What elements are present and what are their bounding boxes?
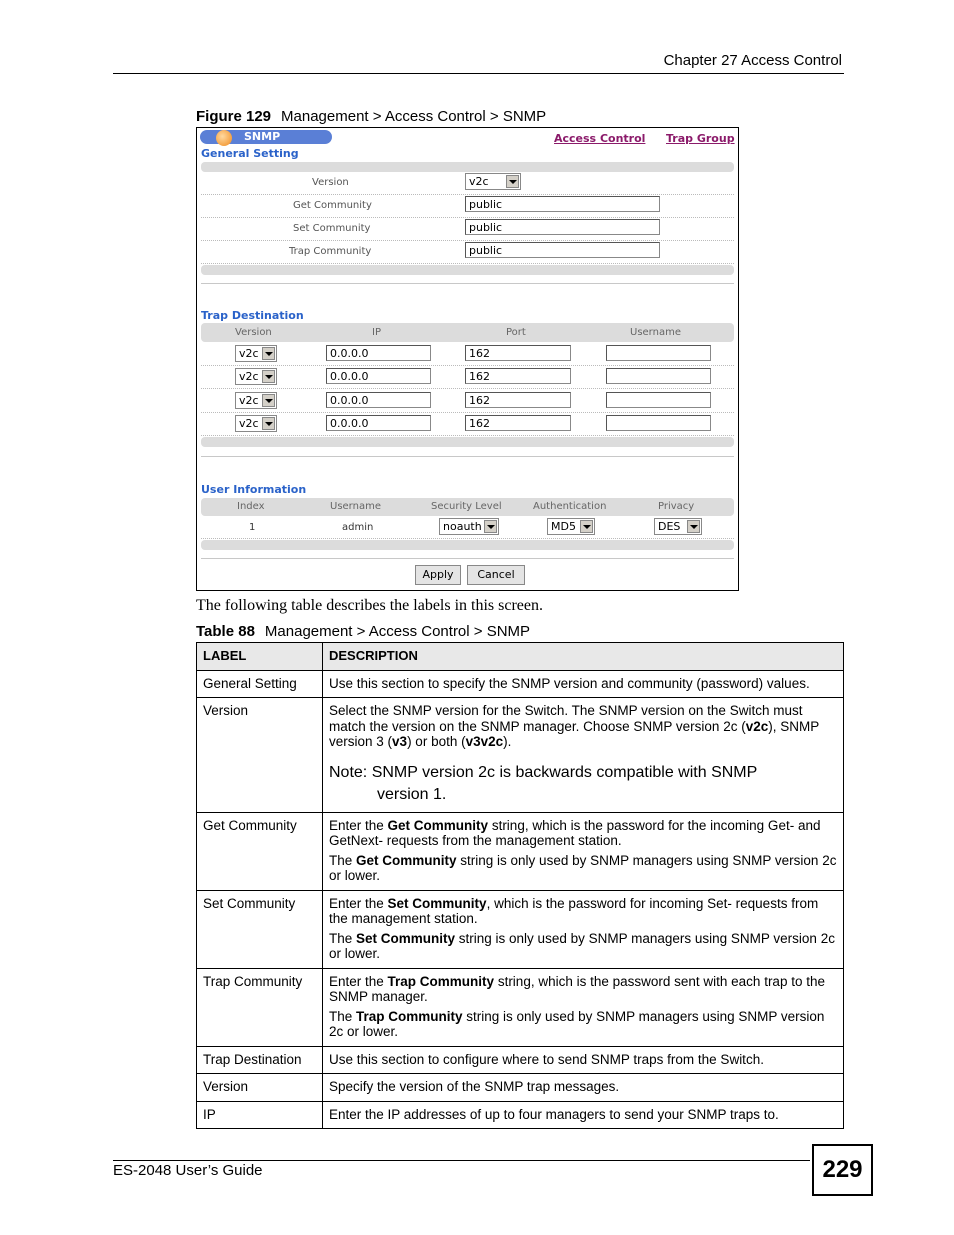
chevron-down-icon — [506, 175, 519, 188]
cancel-button[interactable]: Cancel — [467, 565, 525, 585]
col-ip: IP — [372, 327, 381, 338]
user-index: 1 — [249, 522, 256, 533]
set-community-input[interactable]: public — [465, 219, 660, 235]
authentication-select[interactable]: MD5 — [547, 518, 595, 535]
snmp-screenshot — [196, 127, 739, 591]
row-divider — [201, 435, 734, 436]
row-divider — [201, 263, 734, 264]
apply-button[interactable]: Apply — [415, 565, 461, 585]
footer-guide: ES-2048 User’s Guide — [113, 1162, 263, 1179]
table-row: Version Specify the version of the SNMP trap messages. — [197, 1074, 844, 1102]
snmp-tab: SNMP — [200, 130, 332, 144]
row-divider — [201, 388, 734, 389]
chevron-down-icon — [262, 394, 275, 407]
row-divider — [201, 538, 734, 539]
section-rule — [201, 558, 734, 559]
table-row: General Setting Use this section to specify the SNMP version and community (password) values. — [197, 670, 844, 698]
trap-destination-title: Trap Destination — [201, 309, 304, 322]
chevron-down-icon — [687, 520, 700, 533]
table-row: Trap Destination Use this section to configure where to send SNMP traps from the Switch. — [197, 1046, 844, 1074]
chevron-down-icon — [262, 417, 275, 430]
header-rule — [113, 73, 844, 74]
col-privacy: Privacy — [658, 501, 695, 512]
footer-rule — [113, 1160, 810, 1161]
trap-port-input[interactable]: 162 — [465, 368, 571, 384]
trap-version-select[interactable]: v2c — [235, 345, 277, 362]
trap-ip-input[interactable]: 0.0.0.0 — [326, 392, 431, 408]
trap-port-input[interactable]: 162 — [465, 415, 571, 431]
figure-caption: Figure 129 Management > Access Control > SNMP — [196, 108, 547, 125]
general-setting-title: General Setting — [201, 147, 299, 160]
security-level-select[interactable]: noauth — [439, 518, 499, 535]
table-row: Trap Community Enter the Trap Community string, which is the password sent with each trap to the SNMP manager. The Trap Community string is only used by SNMP managers using SNMP version 2c or lower. — [197, 968, 844, 1046]
trap-username-input[interactable] — [606, 392, 711, 408]
trap-community-label: Trap Community — [289, 246, 372, 257]
col-port: Port — [506, 327, 526, 338]
table-header-row — [197, 643, 844, 671]
trap-port-input[interactable]: 162 — [465, 392, 571, 408]
trap-ip-input[interactable]: 0.0.0.0 — [326, 415, 431, 431]
row-divider — [201, 412, 734, 413]
col-username: Username — [630, 327, 681, 338]
section-rule — [201, 283, 734, 284]
user-name: admin — [342, 522, 374, 533]
row-divider — [201, 217, 734, 218]
trap-version-select[interactable]: v2c — [235, 392, 277, 409]
label-header: LABEL — [197, 643, 323, 671]
table-row: Set Community Enter the Set Community, which is the password for incoming Set- requests from the management station. The Set Community string is only used by SNMP managers using SNMP version 2c or lower. — [197, 890, 844, 968]
row-divider — [201, 194, 734, 195]
set-community-label: Set Community — [293, 223, 371, 234]
chevron-down-icon — [580, 520, 593, 533]
trap-ip-input[interactable]: 0.0.0.0 — [326, 368, 431, 384]
row-divider — [201, 240, 734, 241]
privacy-select[interactable]: DES — [654, 518, 702, 535]
version-label: Version — [312, 177, 349, 188]
chevron-down-icon — [262, 347, 275, 360]
table-row: Get Community Enter the Get Community string, which is the password for the incoming Get- and GetNext- requests from the management station. The Get Community string is only used by SNMP managers using SNMP version 2c or lower. — [197, 812, 844, 890]
section-bar — [201, 437, 734, 447]
trap-version-select[interactable]: v2c — [235, 368, 277, 385]
trap-ip-input[interactable]: 0.0.0.0 — [326, 345, 431, 361]
row-divider — [201, 365, 734, 366]
trap-username-input[interactable] — [606, 415, 711, 431]
version-select[interactable]: v2c — [465, 173, 521, 190]
chevron-down-icon — [262, 370, 275, 383]
trap-community-input[interactable]: public — [465, 242, 660, 258]
col-security: Security Level — [431, 501, 502, 512]
intro-paragraph: The following table describes the labels in this screen. — [196, 597, 544, 614]
section-bar — [201, 162, 734, 172]
section-bar — [201, 540, 734, 550]
get-community-input[interactable]: public — [465, 196, 660, 212]
orb-icon — [216, 130, 232, 146]
user-information-title: User Information — [201, 483, 307, 496]
col-version: Version — [235, 327, 272, 338]
col-auth: Authentication — [533, 501, 607, 512]
get-community-label: Get Community — [293, 200, 372, 211]
col-user: Username — [330, 501, 381, 512]
trap-group-link[interactable]: Trap Group — [666, 132, 735, 145]
trap-port-input[interactable]: 162 — [465, 345, 571, 361]
trap-username-input[interactable] — [606, 368, 711, 384]
note: Note: SNMP version 2c is backwards compatible with SNMP version 1. — [329, 763, 758, 803]
table-row: IP Enter the IP addresses of up to four managers to send your SNMP traps to. — [197, 1101, 844, 1129]
trap-username-input[interactable] — [606, 345, 711, 361]
section-rule — [201, 456, 734, 457]
col-index: Index — [237, 501, 265, 512]
section-bar — [201, 265, 734, 275]
table-row: Version Select the SNMP version for the Switch. The SNMP version on the Switch must match the version on the SNMP manager. Choose SNMP version 2c (v2c), SNMP version 3 (v3) or both (v3v2c). Note: SNMP version 2c is backwards compatible with SNMP version 1. — [197, 698, 844, 813]
page-number: 229 — [812, 1144, 873, 1196]
table-caption: Table 88 Management > Access Control > SNMP — [196, 623, 531, 640]
description-header: DESCRIPTION — [323, 643, 844, 671]
chevron-down-icon — [484, 520, 497, 533]
description-table — [196, 642, 844, 1129]
trap-version-select[interactable]: v2c — [235, 415, 277, 432]
access-control-link[interactable]: Access Control — [554, 132, 646, 145]
chapter-header: Chapter 27 Access Control — [663, 52, 842, 69]
